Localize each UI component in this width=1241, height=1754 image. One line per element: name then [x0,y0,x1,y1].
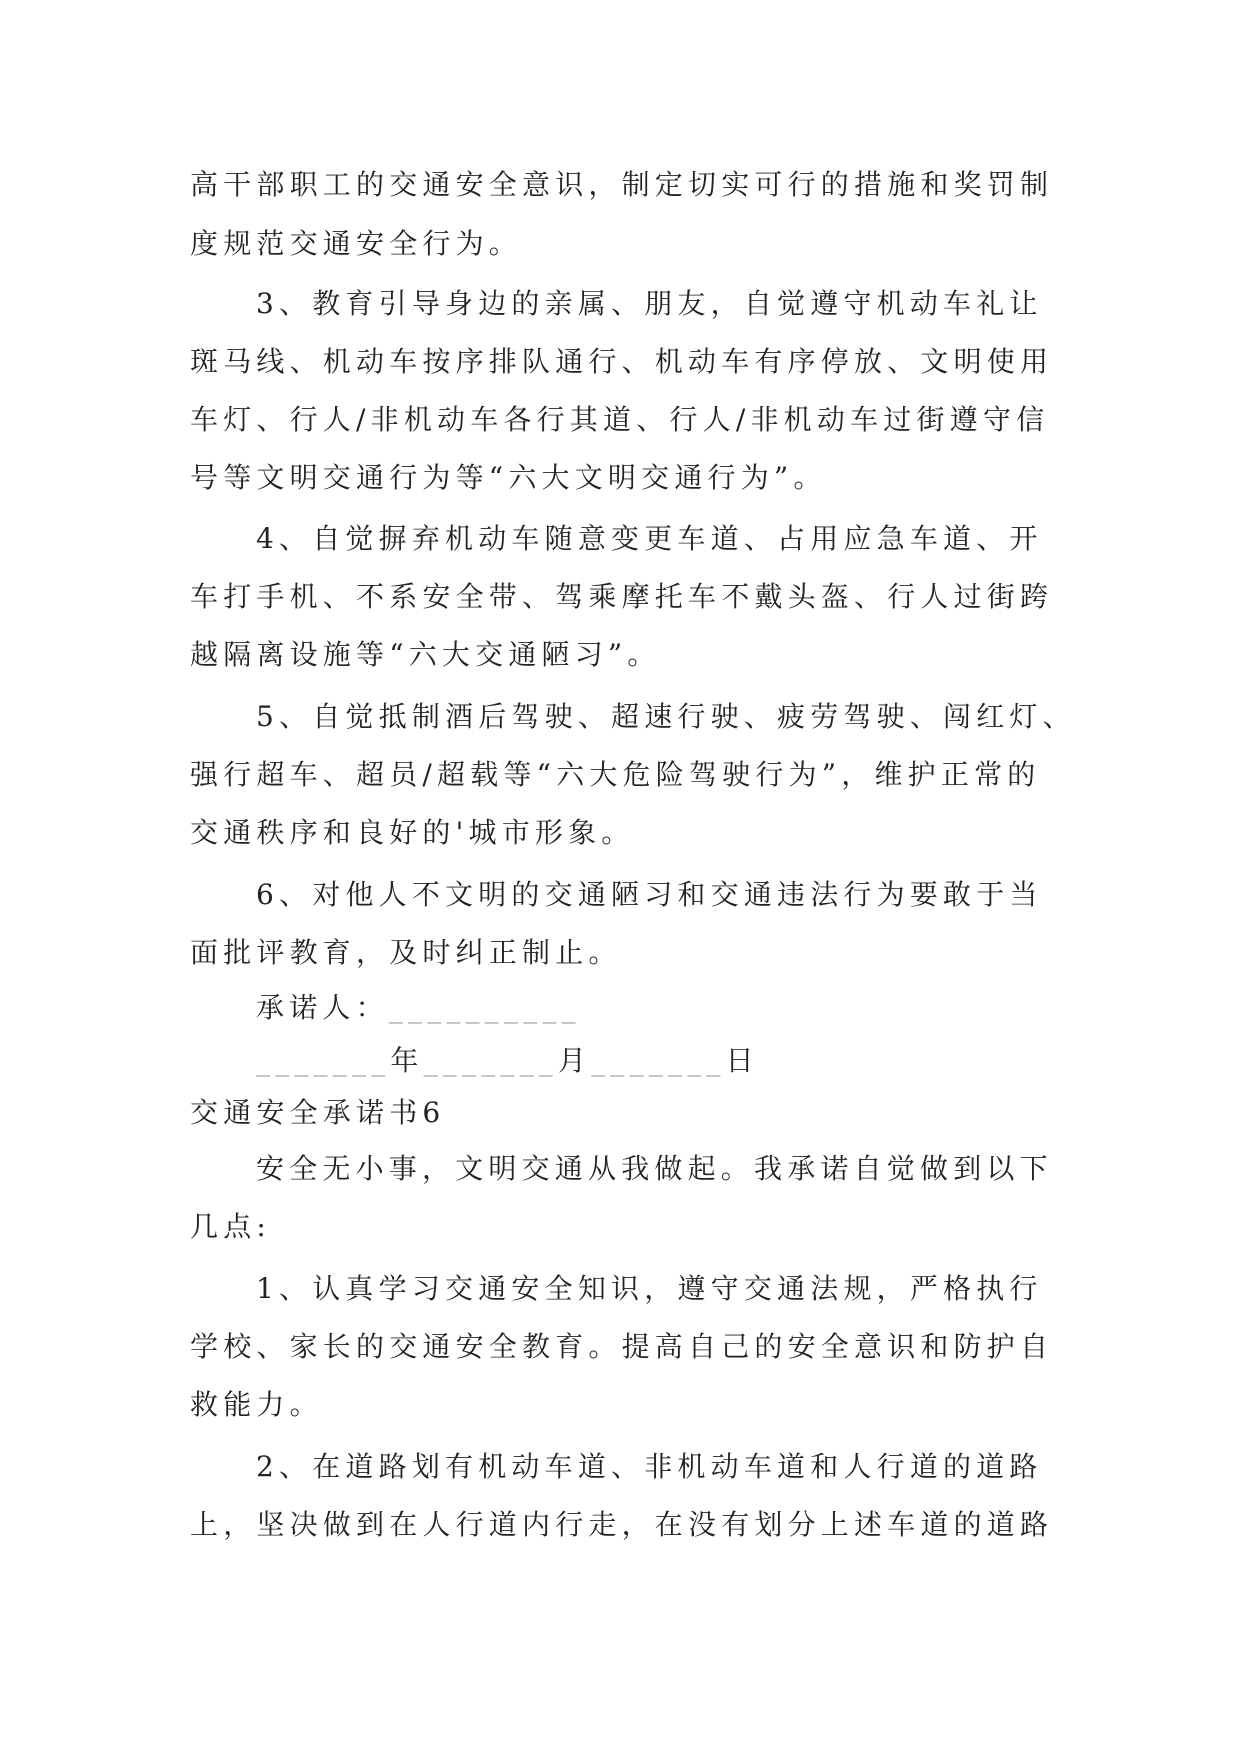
signature-line [256,990,581,1026]
text-line: 斑马线、机动车按序排队通行、机动车有序停放、文明使用 [190,345,1054,378]
text-line: 号等文明交通行为等“六大文明交通行为”。 [190,461,827,494]
text-line: 2、在道路划有机动车道、非机动车道和人行道的道路 [256,1450,1043,1483]
month-label: 月 [558,1044,592,1077]
text-line: 车灯、行人/非机动车各行其道、行人/非机动车过街遵守信 [190,403,1050,436]
text-line: 安全无小事，文明交通从我做起。我承诺自觉做到以下 [256,1152,1053,1185]
text-line: 上，坚决做到在人行道内行走，在没有划分上述车道的道路 [190,1508,1054,1541]
text-line: 救能力。 [190,1388,323,1421]
signature-label: 承诺人： [256,991,389,1024]
text-line: 学校、家长的交通安全教育。提高自己的安全意识和防护自 [190,1330,1054,1363]
text-line: 1、认真学习交通安全知识，遵守交通法规，严格执行 [256,1272,1043,1305]
year-blank: _______ [256,1044,391,1077]
text-line: 4、自觉摒弃机动车随意变更车道、占用应急车道、开 [256,522,1043,555]
text-line: 度规范交通安全行为。 [190,227,523,260]
text-line: 几点: [190,1210,272,1243]
text-line: 车打手机、不系安全带、驾乘摩托车不戴头盔、行人过街跨 [190,580,1054,613]
text-line: 3、教育引导身边的亲属、朋友，自觉遵守机动车礼让 [256,287,1043,320]
text-line: 5、自觉抵制酒后驾驶、超速行驶、疲劳驾驶、闯红灯、 [256,700,1076,733]
date-line [256,1043,759,1079]
text-line: 强行超车、超员/超载等“六大危险驾驶行为”，维护正常的 [190,758,1041,791]
text-line: 高干部职工的交通安全意识，制定切实可行的措施和奖罚制 [190,168,1054,201]
signature-blank: __________ [388,991,581,1024]
day-blank: _______ [591,1044,726,1077]
text-line: 交通秩序和良好的'城市形象。 [190,816,635,849]
text-line: 越隔离设施等“六大交通陋习”。 [190,638,661,671]
text-line: 6、对他人不文明的交通陋习和交通违法行为要敢于当 [256,878,1043,911]
month-blank: _______ [423,1044,559,1077]
section-title: 交通安全承诺书6 [190,1096,446,1129]
year-label: 年 [390,1044,424,1077]
day-label: 日 [725,1044,759,1077]
text-line: 面批评教育，及时纠正制止。 [190,936,622,969]
